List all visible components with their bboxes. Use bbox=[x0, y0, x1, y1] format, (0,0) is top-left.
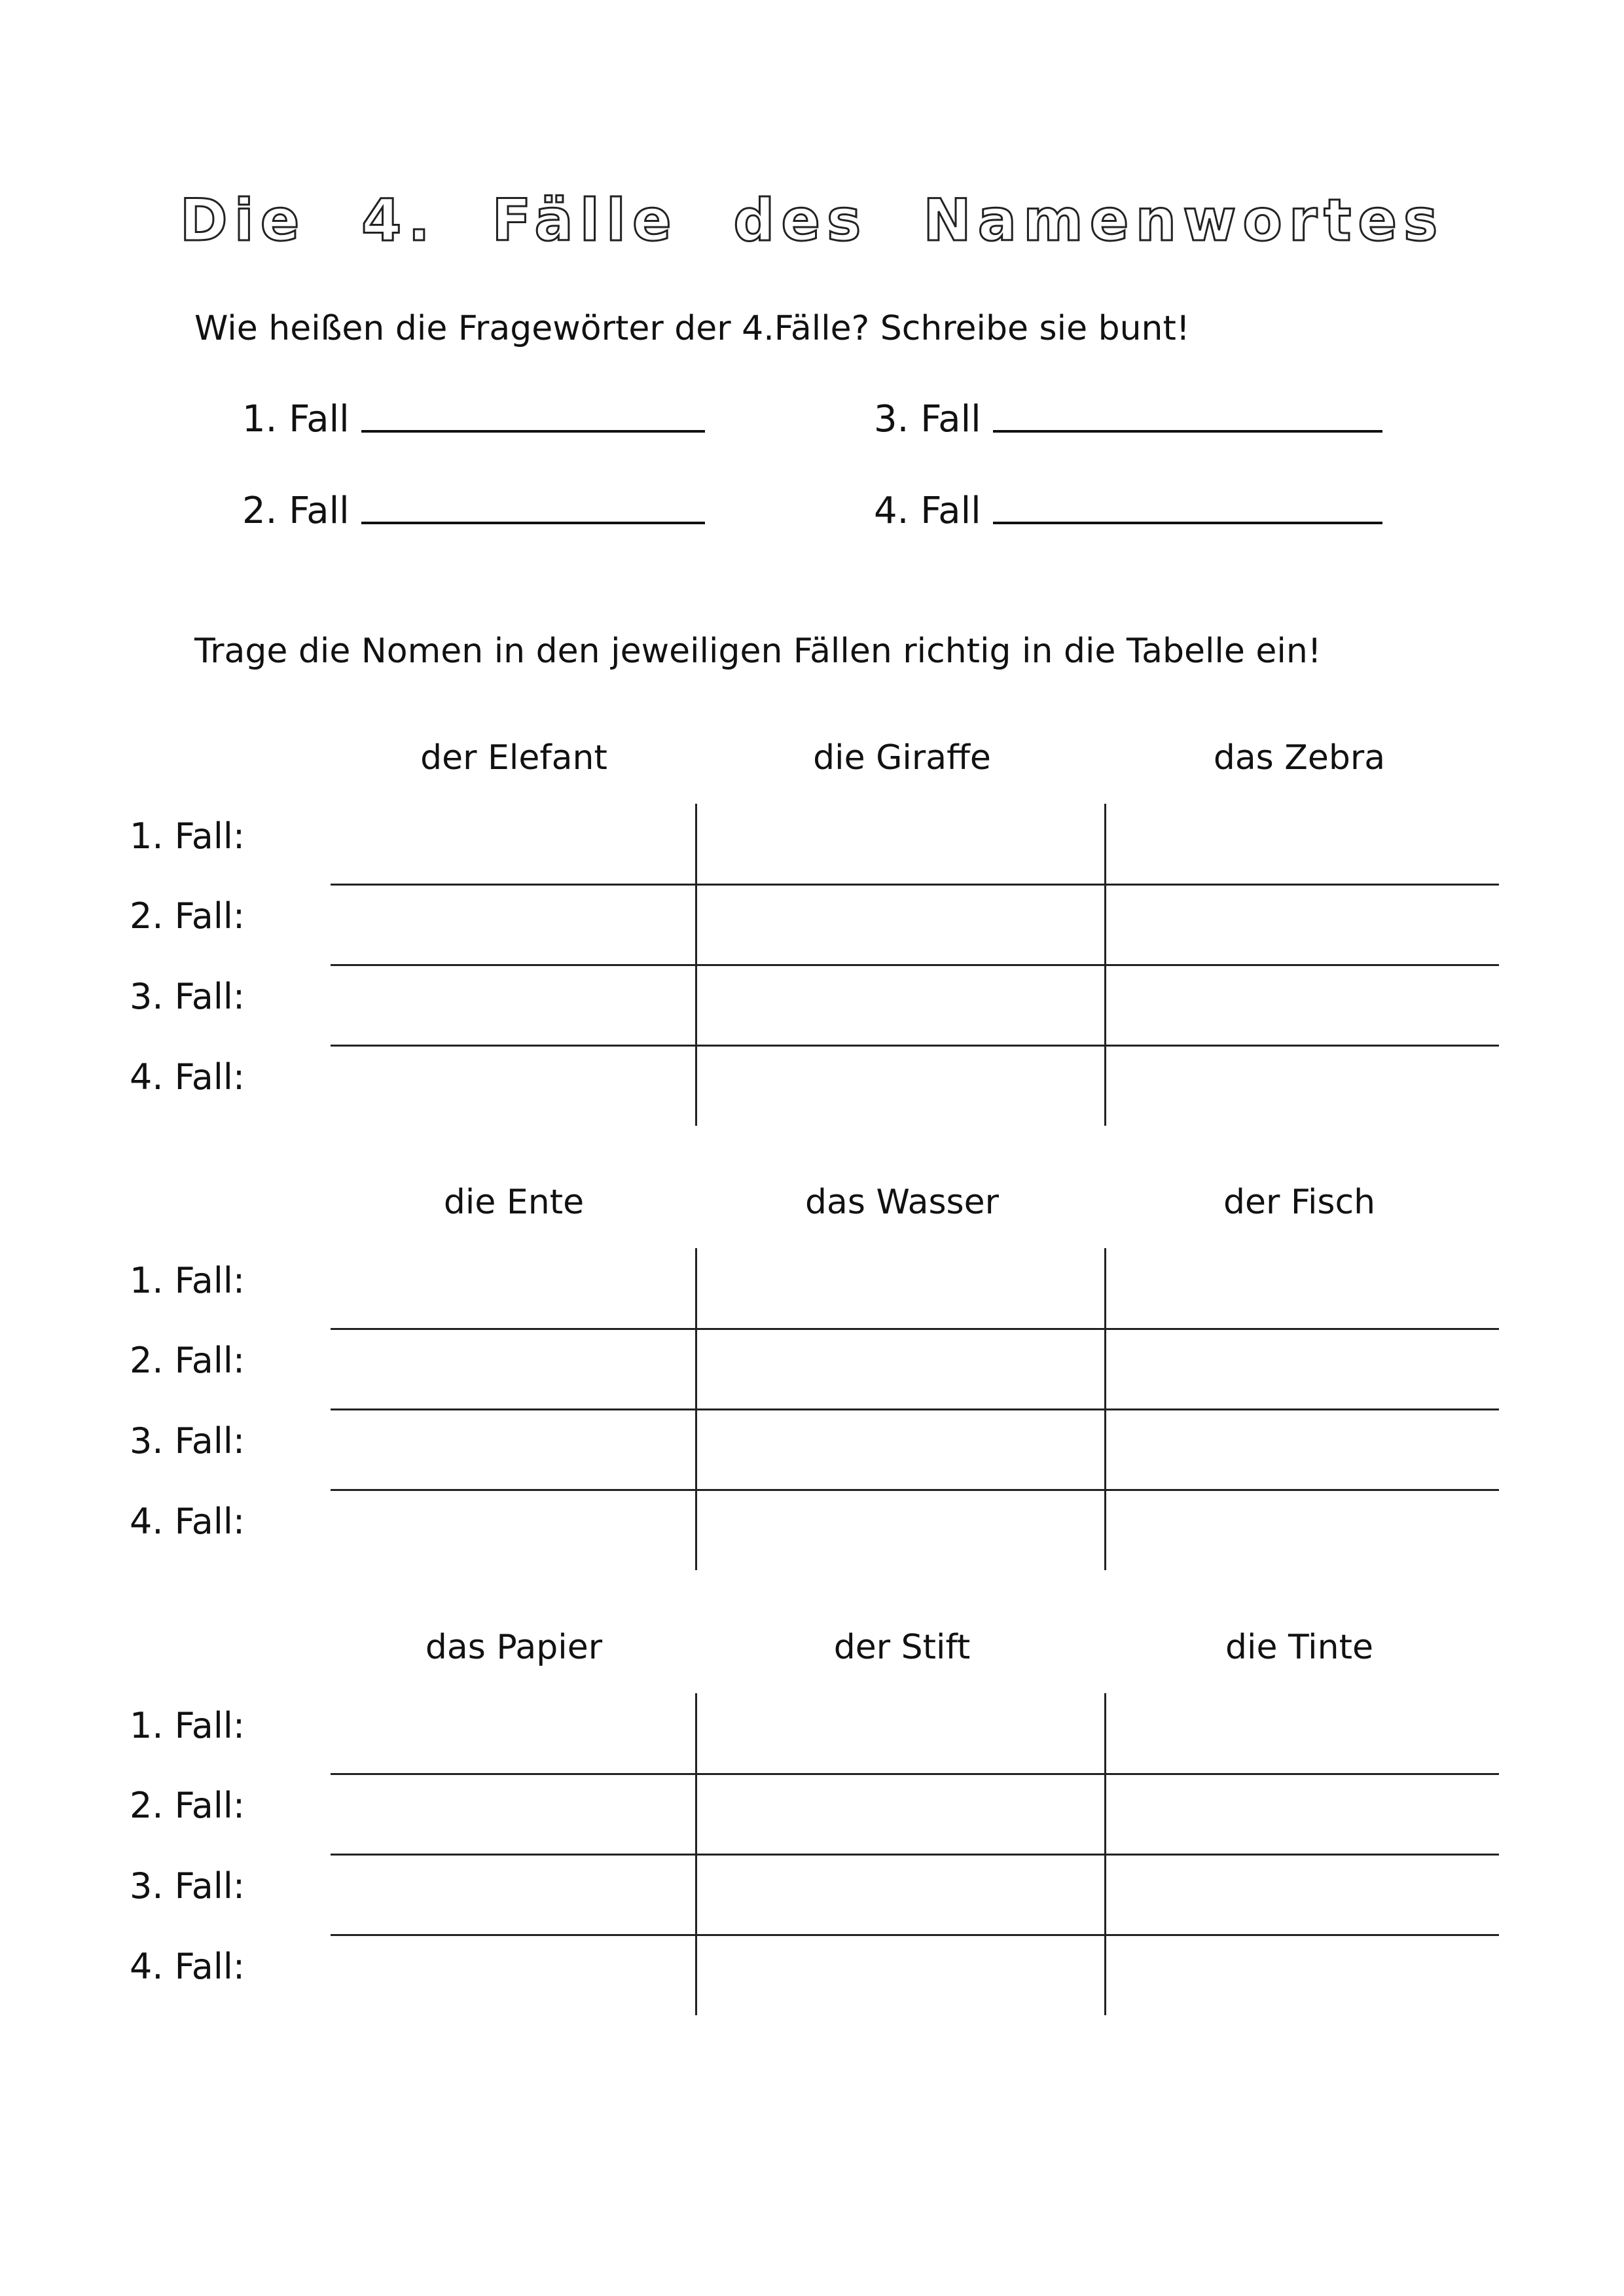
column-header: die Ente bbox=[443, 1183, 585, 1222]
column-header: die Tinte bbox=[1225, 1628, 1373, 1667]
row-divider bbox=[331, 1773, 1499, 1775]
row-divider bbox=[331, 1328, 1499, 1330]
question-label: 4. Fall bbox=[874, 490, 981, 532]
row-label: 2. Fall: bbox=[130, 895, 245, 937]
row-label: 4. Fall: bbox=[130, 1501, 245, 1542]
row-label: 2. Fall: bbox=[130, 1340, 245, 1381]
row-divider bbox=[331, 1489, 1499, 1491]
column-divider bbox=[695, 1693, 697, 2015]
question-row-2 bbox=[242, 490, 705, 532]
instruction-question-words: Wie heißen die Fragewörter der 4.Fälle? Schreibe sie bunt! bbox=[194, 309, 1190, 348]
answer-line[interactable] bbox=[993, 430, 1382, 433]
column-divider bbox=[695, 1248, 697, 1570]
row-divider bbox=[331, 1934, 1499, 1936]
question-label: 1. Fall bbox=[242, 398, 350, 440]
column-header: das Papier bbox=[425, 1628, 603, 1667]
column-header: der Elefant bbox=[420, 738, 607, 778]
row-label: 2. Fall: bbox=[130, 1785, 245, 1826]
answer-line[interactable] bbox=[361, 430, 705, 433]
column-divider bbox=[1104, 1693, 1106, 2015]
column-header: der Stift bbox=[833, 1628, 971, 1667]
row-label: 3. Fall: bbox=[130, 976, 245, 1017]
row-label: 4. Fall: bbox=[130, 1056, 245, 1098]
column-header: das Wasser bbox=[804, 1183, 1000, 1222]
question-label: 2. Fall bbox=[242, 490, 350, 532]
row-label: 1. Fall: bbox=[130, 1705, 245, 1746]
column-divider bbox=[1104, 1248, 1106, 1570]
row-label: 3. Fall: bbox=[130, 1420, 245, 1462]
instruction-table: Trage die Nomen in den jeweiligen Fällen richtig in die Tabelle ein! bbox=[194, 632, 1322, 671]
column-divider bbox=[695, 804, 697, 1126]
row-label: 1. Fall: bbox=[130, 816, 245, 857]
question-row-3 bbox=[874, 398, 1382, 440]
question-row-4 bbox=[874, 490, 1382, 532]
row-label: 4. Fall: bbox=[130, 1946, 245, 1987]
row-label: 3. Fall: bbox=[130, 1865, 245, 1907]
column-header: das Zebra bbox=[1213, 738, 1386, 778]
row-divider bbox=[331, 884, 1499, 886]
question-label: 3. Fall bbox=[874, 398, 981, 440]
worksheet-title: Die 4. Fälle des Namenwortes bbox=[179, 187, 1445, 254]
row-label: 1. Fall: bbox=[130, 1260, 245, 1301]
column-header: die Giraffe bbox=[813, 738, 991, 778]
column-divider bbox=[1104, 804, 1106, 1126]
row-divider bbox=[331, 964, 1499, 966]
row-divider bbox=[331, 1408, 1499, 1410]
question-row-1 bbox=[242, 398, 705, 440]
row-divider bbox=[331, 1045, 1499, 1047]
answer-line[interactable] bbox=[993, 522, 1382, 524]
answer-line[interactable] bbox=[361, 522, 705, 524]
row-divider bbox=[331, 1854, 1499, 1856]
column-header: der Fisch bbox=[1223, 1183, 1376, 1222]
